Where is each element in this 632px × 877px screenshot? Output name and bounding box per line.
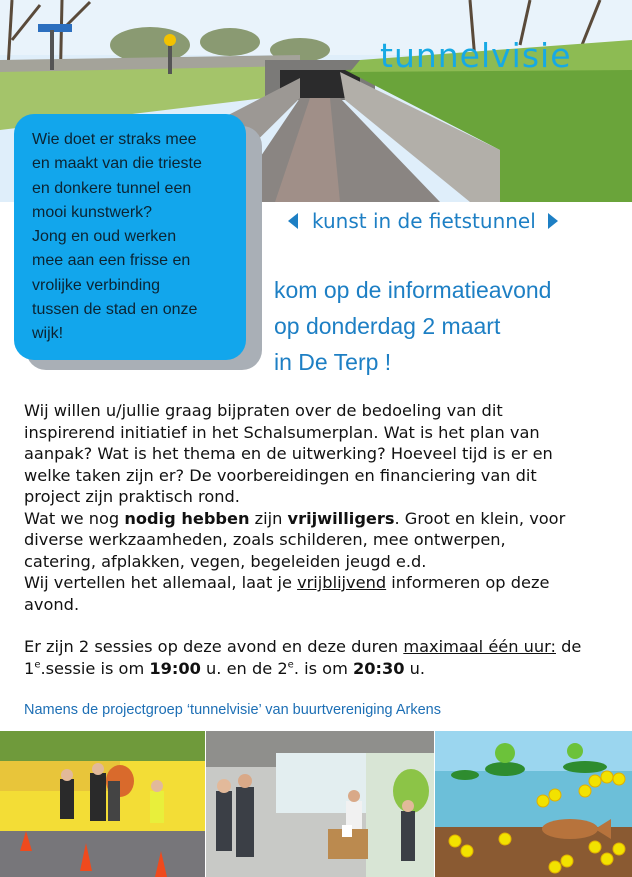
speech-line: vrolijke verbinding <box>32 276 161 294</box>
brand-title: tunnelvisie <box>380 36 572 75</box>
photo-pond-mural <box>435 731 632 877</box>
speech-line: en donkere tunnel een <box>32 179 192 197</box>
invite-line: in De Terp ! <box>274 349 392 375</box>
triangle-right-icon <box>548 213 558 229</box>
speech-line: mee aan een frisse en <box>32 252 191 270</box>
body-line: Wij vertellen het allemaal, laat je vrijblijvend informeren op deze <box>24 573 550 592</box>
body-text <box>24 400 624 679</box>
subtitle <box>288 206 558 236</box>
signature: Namens de projectgroep ‘tunnelvisie’ van buurtvereniging Arkens <box>24 702 441 718</box>
speech-line: Jong en oud werken <box>32 228 177 246</box>
speech-line: en maakt van die trieste <box>32 155 202 173</box>
body-line: inspirerend initiatief in het Schalsumerplan. Wat is het plan van <box>24 422 540 442</box>
invite-heading <box>274 272 551 380</box>
body-line: Wij willen u/jullie graag bijpraten over de bedoeling van dit <box>24 401 503 420</box>
body-line: diverse werkzaamheden, zoals schilderen, mee ontwerpen, <box>24 530 506 549</box>
photo-tunnel-painters <box>206 731 434 877</box>
speech-line: mooi kunstwerk? <box>32 203 153 221</box>
invite-line: kom op de informatieavond <box>274 277 552 303</box>
speech-line: tussen de stad en onze <box>32 301 198 319</box>
photo-painting-outdoor <box>0 731 205 877</box>
body-line: avond. <box>24 594 80 614</box>
body-line: 1e.sessie is om 19:00 u. en de 2e. is om 20:30 u. <box>24 658 426 678</box>
speech-line: wijk! <box>32 325 64 343</box>
triangle-left-icon <box>288 213 298 229</box>
paragraph-gap <box>24 615 624 636</box>
speech-line: Wie doet er straks mee <box>32 131 197 148</box>
body-line: aanpak? Wat is het thema en de uitwerking? Hoeveel tijd is er en <box>24 444 553 463</box>
body-line: Er zijn 2 sessies op deze avond en deze duren maximaal één uur: de <box>24 637 582 656</box>
body-line: Wat we nog nodig hebben zijn vrijwilligers. Groot en klein, voor <box>24 508 566 528</box>
body-line: welke taken zijn er? De voorbereidingen en financiering van dit <box>24 465 537 485</box>
body-line: catering, afplakken, vegen, begeleiden jeugd e.d. <box>24 551 427 571</box>
subtitle-text: kunst in de fietstunnel <box>312 209 536 233</box>
speech-bubble <box>14 114 246 360</box>
body-line: project zijn praktisch rond. <box>24 487 240 506</box>
invite-line: op donderdag 2 maart <box>274 313 501 339</box>
